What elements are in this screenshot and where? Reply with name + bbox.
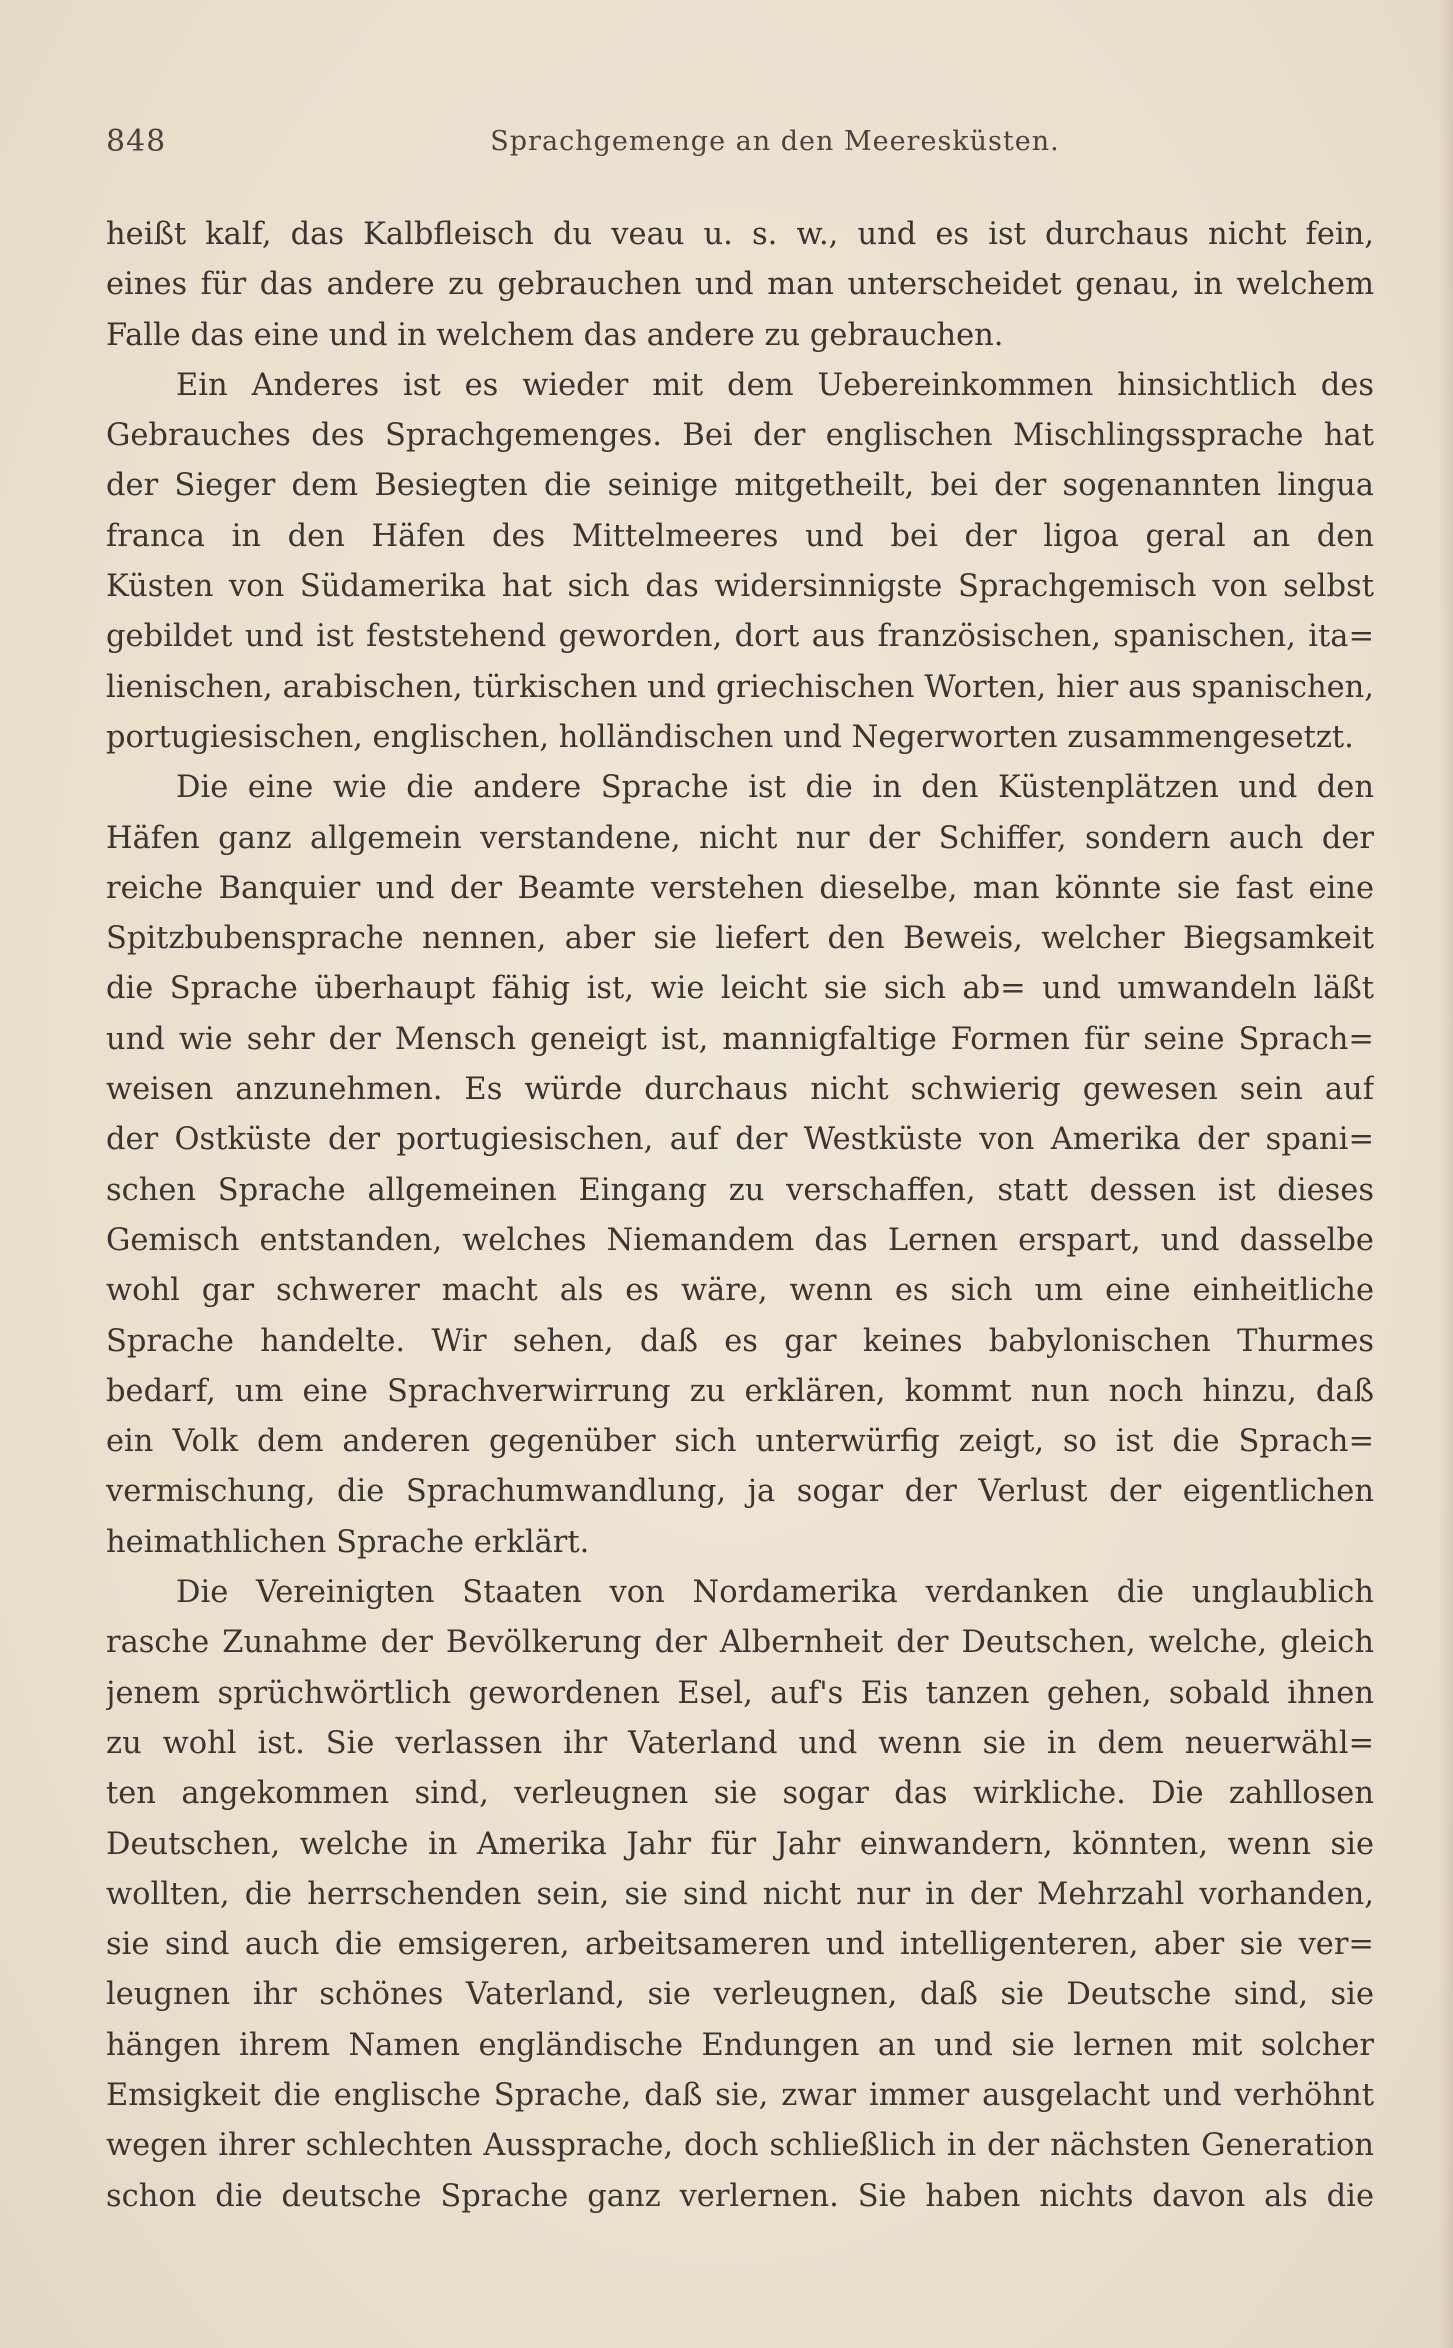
text-line: Gemisch entstanden, welches Niemandem das Lernen erspart, und dasselbe — [106, 1222, 1374, 1258]
text-line: portugiesischen, englischen, holländischen und Negerworten zusammengesetzt. — [106, 719, 1354, 755]
text-line: Die eine wie die andere Sprache ist die in den Küstenplätzen und den — [176, 770, 1374, 806]
text-line: Emsigkeit die englische Sprache, daß sie, zwar immer ausgelacht und verhöhnt — [106, 2077, 1374, 2113]
text-line: heißt kalf, das Kalbfleisch du veau u. s. w., und es ist durchaus nicht fein, — [106, 217, 1374, 252]
text-line: Die Vereinigten Staaten von Nordamerika verdanken die unglaublich — [176, 1575, 1374, 1611]
text-line: und wie sehr der Mensch geneigt ist, mannigfaltige Formen für seine Sprach= — [106, 1021, 1374, 1057]
text-line: franca in den Häfen des Mittelmeeres und bei der ligoa geral an den — [106, 518, 1374, 554]
text-line: ten angekommen sind, verleugnen sie sogar das wirkliche. Die zahllosen — [106, 1776, 1374, 1812]
text-line: ein Volk dem anderen gegenüber sich unterwürfig zeigt, so ist die Sprach= — [106, 1424, 1374, 1460]
text-line: Spitzbubensprache nennen, aber sie liefert den Beweis, welcher Biegsamkeit — [106, 921, 1374, 957]
page-number: 848 — [106, 124, 167, 159]
text-line: der Sieger dem Besiegten die seinige mitgetheilt, bei der sogenannten lingua — [106, 468, 1374, 504]
page-edge-shadow — [1439, 0, 1453, 2348]
text-line: weisen anzunehmen. Es würde durchaus nicht schwierig gewesen sein auf — [106, 1072, 1374, 1108]
body-text — [106, 210, 1374, 2222]
text-line: Häfen ganz allgemein verstandene, nicht nur der Schiffer, sondern auch der — [106, 820, 1374, 856]
page-header — [106, 124, 1374, 164]
text-line: Sprache handelte. Wir sehen, daß es gar keines babylonischen Thurmes — [106, 1323, 1374, 1359]
text-line: lienischen, arabischen, türkischen und griechischen Worten, hier aus spanischen, — [106, 669, 1374, 705]
text-line: die Sprache überhaupt fähig ist, wie leicht sie sich ab= und umwandeln läßt — [106, 971, 1374, 1007]
text-line: sie sind auch die emsigeren, arbeitsameren und intelligenteren, aber sie ver= — [106, 1927, 1374, 1963]
text-line: wegen ihrer schlechten Aussprache, doch schließlich in der nächsten Generation — [106, 2128, 1374, 2164]
text-line: jenem sprüchwörtlich gewordenen Esel, auf's Eis tanzen gehen, sobald ihnen — [106, 1675, 1374, 1711]
text-line: wollten, die herrschenden sein, sie sind nicht nur in der Mehrzahl vorhanden, — [106, 1876, 1374, 1912]
text-line: bedarf, um eine Sprachverwirrung zu erklären, kommt nun noch hinzu, daß — [106, 1373, 1374, 1409]
text-line: leugnen ihr schönes Vaterland, sie verleugnen, daß sie Deutsche sind, sie — [106, 1977, 1374, 2013]
text-line: Küsten von Südamerika hat sich das widersinnigste Sprachgemisch von selbst — [106, 569, 1374, 605]
running-head: Sprachgemenge an den Meeresküsten. — [490, 126, 1060, 157]
text-line: rasche Zunahme der Bevölkerung der Albernheit der Deutschen, welche, gleich — [106, 1625, 1374, 1661]
text-line: Falle das eine und in welchem das andere zu gebrauchen. — [106, 317, 1004, 353]
text-line: heimathlichen Sprache erklärt. — [106, 1524, 590, 1560]
text-line: reiche Banquier und der Beamte verstehen dieselbe, man könnte sie fast eine — [106, 870, 1374, 906]
text-line: Gebrauches des Sprachgemenges. Bei der englischen Mischlingssprache hat — [106, 418, 1374, 454]
text-line: Deutschen, welche in Amerika Jahr für Jahr einwandern, könnten, wenn sie — [106, 1826, 1374, 1862]
text-line: der Ostküste der portugiesischen, auf der Westküste von Amerika der spani= — [106, 1122, 1374, 1158]
text-line: eines für das andere zu gebrauchen und man unterscheidet genau, in welchem — [106, 267, 1374, 303]
text-line: zu wohl ist. Sie verlassen ihr Vaterland und wenn sie in dem neuerwähl= — [106, 1725, 1374, 1761]
text-line: schen Sprache allgemeinen Eingang zu verschaffen, statt dessen ist dieses — [106, 1172, 1374, 1208]
text-line: gebildet und ist feststehend geworden, dort aus französischen, spanischen, ita= — [106, 619, 1374, 655]
text-line: hängen ihrem Namen engländische Endungen an und sie lernen mit solcher — [106, 2027, 1374, 2063]
text-line: wohl gar schwerer macht als es wäre, wenn es sich um eine einheitliche — [106, 1273, 1374, 1309]
text-line: schon die deutsche Sprache ganz verlernen. Sie haben nichts davon als die — [106, 2178, 1374, 2214]
text-line: vermischung, die Sprachumwandlung, ja sogar der Verlust der eigentlichen — [106, 1474, 1374, 1510]
text-line: Ein Anderes ist es wieder mit dem Uebereinkommen hinsichtlich des — [176, 367, 1374, 403]
